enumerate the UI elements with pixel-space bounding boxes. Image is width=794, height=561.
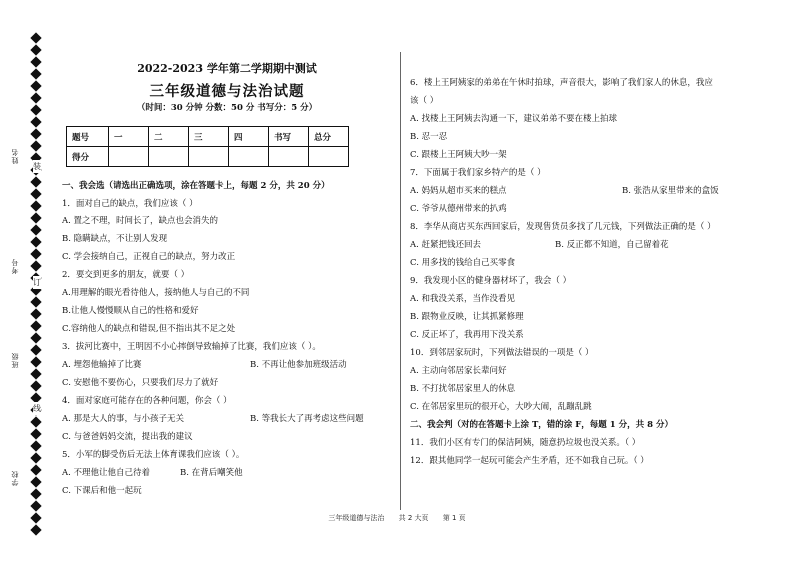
question-7: 7．下面属于我们家乡特产的是（ ） — [410, 168, 546, 178]
question-8-option-c: C. 用多找的钱给自己买零食 — [410, 258, 516, 268]
diamond-ornament — [30, 140, 41, 151]
section-1-title: 一、我会选（请选出正确选项，涂在答题卡上，每题 2 分，共 20 分） — [62, 181, 330, 191]
diamond-ornament — [30, 296, 41, 307]
score-cell[interactable] — [109, 147, 149, 167]
diamond-ornament — [30, 452, 41, 463]
diamond-ornament — [30, 356, 41, 367]
diamond-ornament — [30, 332, 41, 343]
exam-number-label: 考号 — [11, 258, 19, 274]
question-8: 8．李华从商店买东西回家后，发现售货员多找了几元钱，下列做法正确的是（ ） — [410, 222, 716, 232]
diamond-ornament — [30, 440, 41, 451]
diamond-ornament — [30, 224, 41, 235]
question-4: 4．面对家庭可能存在的各种问题，你会（ ） — [62, 396, 232, 406]
diamond-ornament — [30, 128, 41, 139]
question-1-option-a: A. 置之不理，时间长了，缺点也会消失的 — [62, 216, 219, 226]
diamond-ornament — [30, 476, 41, 487]
question-3: 3．拔河比赛中，王明因不小心摔倒导致输掉了比赛，我们应该（ ）。 — [62, 342, 321, 352]
binding-mark-ding: 订 — [33, 278, 41, 287]
diamond-ornament — [30, 260, 41, 271]
question-10: 10．到邻居家玩时，下列做法错误的一项是（ ） — [410, 348, 594, 358]
score-cell[interactable] — [269, 147, 309, 167]
diamond-ornament — [30, 56, 41, 67]
diamond-ornament — [30, 44, 41, 55]
question-6-option-a: A. 找楼上王阿姨去沟通一下，建议弟弟不要在楼上拍球 — [410, 114, 618, 124]
question-6-continued: 该（ ） — [410, 96, 439, 106]
diamond-ornament — [30, 248, 41, 259]
score-table-score-row — [67, 147, 349, 167]
exam-subject: 三年级道德与法治试题 — [149, 83, 305, 100]
diamond-ornament — [30, 320, 41, 331]
diamond-ornament — [30, 380, 41, 391]
diamond-ornament — [30, 524, 41, 535]
score-header-cell: 三 — [189, 127, 229, 147]
diamond-ornament — [30, 92, 41, 103]
score-header-cell: 一 — [109, 127, 149, 147]
question-4-option-c: C. 与爸爸妈妈交流，提出我的建议 — [62, 432, 193, 442]
question-1-option-b: B. 隐瞒缺点，不让别人发现 — [62, 234, 168, 244]
diamond-ornament — [30, 428, 41, 439]
score-header-cell: 总分 — [309, 127, 349, 147]
name-label: 姓名 — [11, 148, 19, 164]
school-label: 学校 — [11, 470, 19, 486]
diamond-ornament — [30, 200, 41, 211]
diamond-ornament — [30, 500, 41, 511]
question-5: 5．小军的脚受伤后无法上体育课我们应该（ ）。 — [62, 450, 245, 460]
binding-mark-zhuang: 装 — [33, 162, 41, 171]
score-cell[interactable] — [189, 147, 229, 167]
question-9-option-b: B. 跟物业反映，让其抓紧修理 — [410, 312, 524, 322]
question-2-option-a: A.用理解的眼光看待他人，接纳他人与自己的不同 — [62, 288, 250, 298]
score-table-header-row — [67, 127, 349, 147]
footer-subject: 三年级道德与法治 — [328, 514, 385, 522]
question-9-option-c: C. 反正坏了，我再用下没关系 — [410, 330, 524, 340]
diamond-ornament — [30, 464, 41, 475]
question-8-option-a: A. 赶紧把钱还回去 — [410, 240, 482, 250]
score-header-cell: 题号 — [67, 127, 109, 147]
question-11: 11．我们小区有专门的保洁阿姨，随意扔垃圾也没关系。（ ） — [410, 438, 641, 448]
question-6: 6．楼上王阿姨家的弟弟在午休时拍球，声音很大，影响了我们家人的休息，我应 — [410, 78, 713, 88]
question-6-option-b: B. 忍一忍 — [410, 132, 448, 142]
score-cell[interactable] — [229, 147, 269, 167]
diamond-ornament — [30, 212, 41, 223]
question-9: 9．我发现小区的健身器材坏了，我会（ ） — [410, 276, 572, 286]
question-2: 2．要交到更多的朋友，就要（ ） — [62, 270, 190, 280]
class-label: 班级 — [11, 352, 19, 368]
question-1: 1．面对自己的缺点，我们应该（ ） — [62, 199, 198, 209]
footer-page-number: 第 1 页 — [442, 514, 466, 522]
diamond-ornament — [30, 104, 41, 115]
question-4-option-b: B. 等我长大了再考虑这些问题 — [250, 414, 364, 424]
diamond-ornament — [30, 416, 41, 427]
diamond-ornament — [30, 308, 41, 319]
question-6-option-c: C. 跟楼上王阿姨大吵一架 — [410, 150, 507, 160]
question-7-option-b: B. 张浩从家里带来的盒饭 — [622, 186, 719, 196]
exam-title: 2022-2023 学年第二学期期中测试 — [137, 62, 317, 75]
diamond-ornament — [30, 344, 41, 355]
section-2-title: 二、我会判（对的在答题卡上涂 T，错的涂 F，每题 1 分，共 8 分） — [410, 420, 673, 430]
question-7-option-c: C. 爷爷从德州带来的扒鸡 — [410, 204, 507, 214]
question-2-option-c: C.容纳他人的缺点和错误,但不指出其不足之处 — [62, 324, 236, 334]
diamond-ornament — [30, 368, 41, 379]
question-10-option-c: C. 在邻居家里玩的很开心，大吵大闹，乱蹦乱跳 — [410, 402, 592, 412]
column-divider — [400, 52, 401, 510]
score-table — [66, 126, 349, 167]
question-1-option-c: C. 学会接纳自己，正视自己的缺点，努力改正 — [62, 252, 236, 262]
page-footer — [0, 513, 794, 523]
question-7-option-a: A. 妈妈从超市买来的糕点 — [410, 186, 507, 196]
diamond-ornament — [30, 188, 41, 199]
question-12: 12．跟其他同学一起玩可能会产生矛盾，还不如我自己玩。（ ） — [410, 456, 649, 466]
question-3-option-a: A. 埋怨他输掉了比赛 — [62, 360, 142, 370]
question-10-option-b: B. 不打扰邻居家里人的休息 — [410, 384, 516, 394]
binding-mark-xian: 线 — [33, 404, 41, 413]
question-10-option-a: A. 主动向邻居家长辈问好 — [410, 366, 507, 376]
diamond-ornament — [30, 80, 41, 91]
question-3-option-c: C. 安慰他不要伤心，只要我们尽力了就好 — [62, 378, 219, 388]
diamond-ornament — [30, 116, 41, 127]
score-header-cell: 二 — [149, 127, 189, 147]
question-5-option-a: A. 不理他让他自己待着 — [62, 468, 151, 478]
question-5-option-c: C. 下课后和他一起玩 — [62, 486, 142, 496]
diamond-ornament — [30, 488, 41, 499]
question-4-option-a: A. 那是大人的事，与小孩子无关 — [62, 414, 185, 424]
diamond-ornament — [30, 236, 41, 247]
diamond-ornament — [30, 176, 41, 187]
question-5-option-b: B. 在背后嘲笑他 — [180, 468, 243, 478]
score-header-cell: 四 — [229, 127, 269, 147]
question-2-option-b: B.让他人慢慢顺从自己的性格和爱好 — [62, 306, 199, 316]
score-header-cell: 书写 — [269, 127, 309, 147]
score-cell[interactable] — [149, 147, 189, 167]
question-8-option-b: B. 反正都不知道，自己留着花 — [555, 240, 669, 250]
exam-info: （时间：30 分钟 分数：50 分 书写分：5 分） — [136, 103, 318, 113]
question-3-option-b: B. 不再让他参加班级活动 — [250, 360, 347, 370]
score-row-label: 得分 — [67, 147, 109, 167]
diamond-ornament — [30, 68, 41, 79]
diamond-ornament — [30, 32, 41, 43]
question-9-option-a: A. 和我没关系，当作没看见 — [410, 294, 516, 304]
footer-total-pages: 共 2 大页 — [398, 514, 429, 522]
score-cell[interactable] — [309, 147, 349, 167]
